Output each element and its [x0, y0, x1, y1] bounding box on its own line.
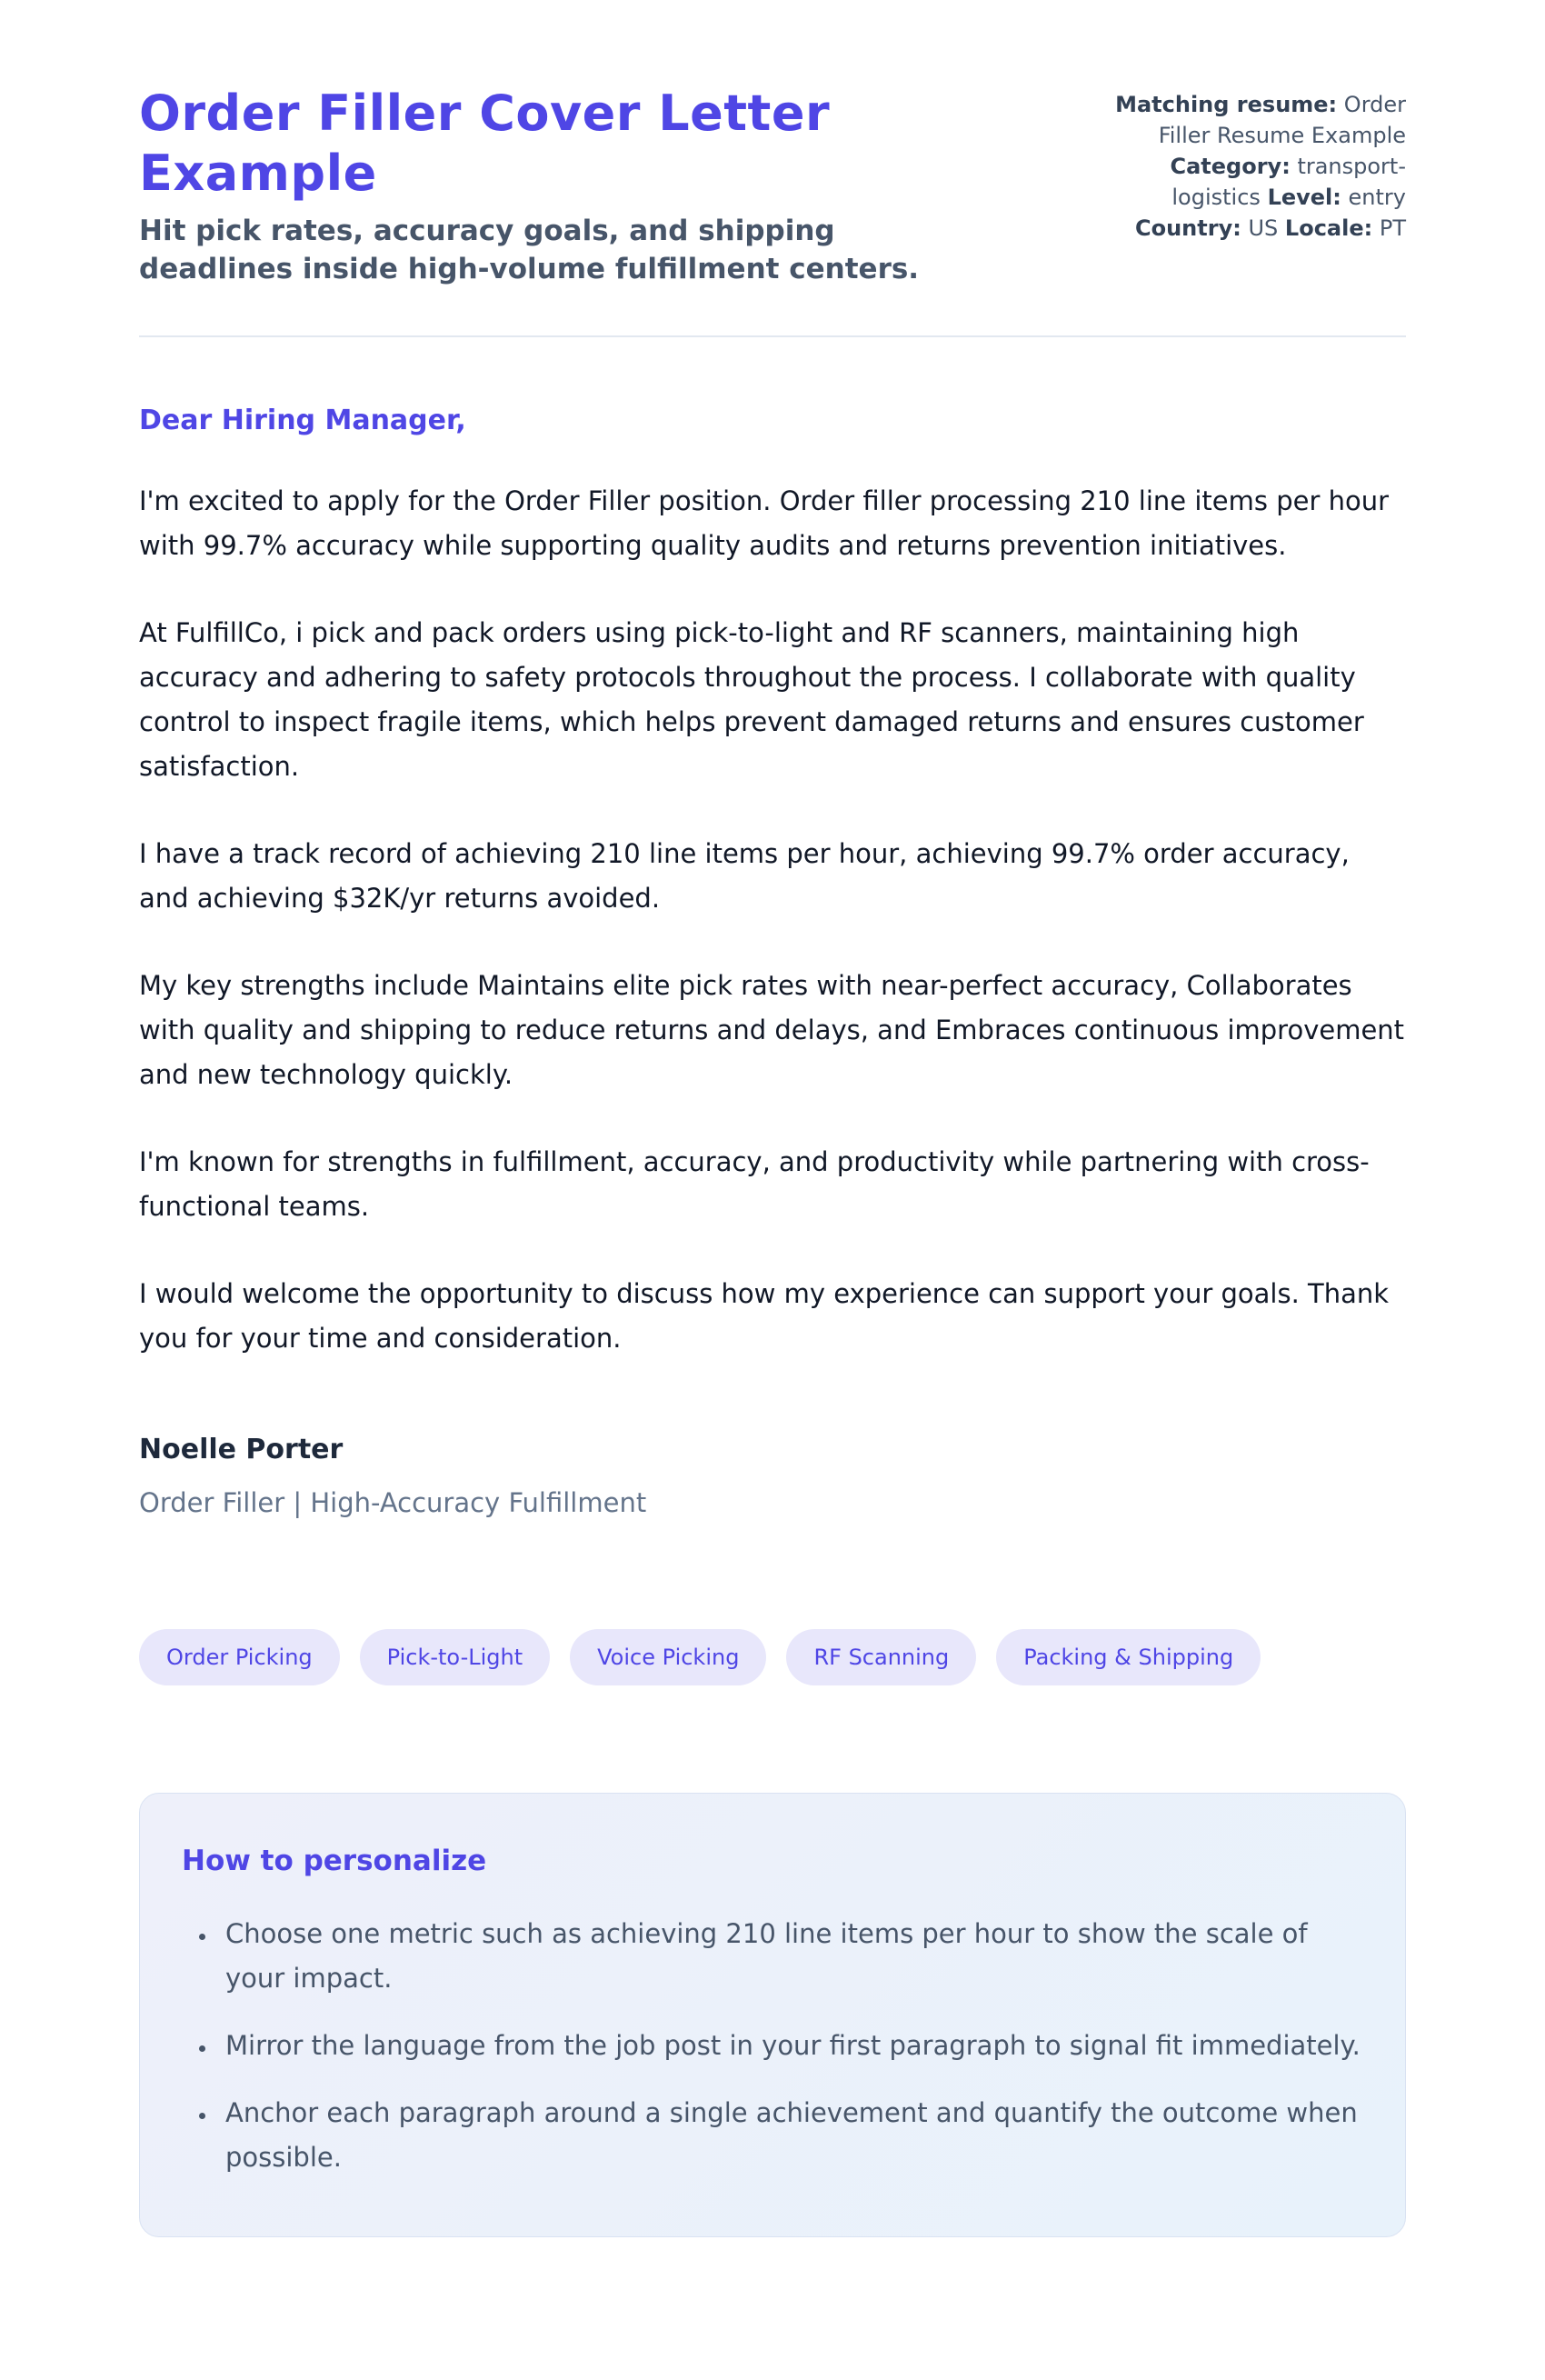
signature-name: Noelle Porter — [139, 1434, 344, 1466]
page-header — [139, 84, 1406, 288]
letter-paragraph: I would welcome the opportunity to discuss how my experience can support your goals. Thank you for your time and consideration. — [139, 1278, 1390, 1355]
meta-label-country: Country: — [1134, 215, 1241, 242]
how-to-personalize-callout — [139, 1793, 1406, 2237]
meta-label-level: Level: — [1267, 185, 1341, 211]
personalize-tip: • Mirror the language from the job post in your first paragraph to signal fit immediately. — [218, 2024, 1363, 2068]
personalize-tip: • Choose one metric such as achieving 210 line items per hour to show the scale of your impact. — [218, 1912, 1363, 2001]
skill-tag-voice-picking: Voice Picking — [570, 1629, 766, 1685]
page-title: Order Filler Cover Letter Example — [139, 85, 831, 202]
meta-value-level: entry — [1348, 185, 1406, 211]
header-title-block — [139, 84, 966, 288]
salutation: Dear Hiring Manager, — [139, 405, 466, 437]
letter-paragraph: My key strengths include Maintains elite pick rates with near-perfect accuracy, Collaborates with quality and shipping to reduce returns and delays, and Embraces continuous improvement and new technology quickly. — [139, 970, 1405, 1091]
skill-tags-row — [139, 1629, 1406, 1685]
letter-paragraph: At FulfillCo, i pick and pack orders using pick-to-light and RF scanners, maintaining high accuracy and adhering to safety protocols throughout the process. I collaborate with quality control to inspect fragile items, which helps prevent damaged returns and ensures customer satisfaction. — [139, 617, 1364, 783]
personalize-heading: How to personalize — [182, 1845, 487, 1878]
resume-meta-block — [1097, 84, 1406, 244]
letter-body — [139, 405, 1406, 1518]
letter-paragraph: I'm excited to apply for the Order Filler position. Order filler processing 210 line items per hour with 99.7% accuracy while supporting quality audits and returns prevention initiatives. — [139, 485, 1390, 562]
meta-label-matching-resume: Matching resume: — [1115, 92, 1338, 117]
meta-value-locale: PT — [1379, 215, 1406, 242]
header-divider — [139, 335, 1406, 337]
letter-paragraph: I have a track record of achieving 210 line items per hour, achieving 99.7% order accuracy, and achieving $32K/yr returns avoided. — [139, 838, 1350, 915]
skill-tag-rf-scanning: RF Scanning — [786, 1629, 976, 1685]
meta-label-locale: Locale: — [1284, 215, 1373, 242]
skill-tag-order-picking: Order Picking — [139, 1629, 340, 1685]
personalize-tips-list — [182, 1912, 1363, 2180]
personalize-tip: • Anchor each paragraph around a single achievement and quantify the outcome when possible. — [218, 2091, 1363, 2180]
skill-tag-packing-shipping: Packing & Shipping — [996, 1629, 1261, 1685]
signature-role: Order Filler | High-Accuracy Fulfillment — [139, 1487, 647, 1519]
meta-value-matching-resume: Order Filler Resume Example — [1158, 92, 1406, 149]
meta-value-country: US — [1248, 215, 1279, 242]
page-subtitle: Hit pick rates, accuracy goals, and shipping deadlines inside high-volume fulfillment centers. — [139, 214, 920, 285]
meta-value-category: transport-logistics — [1171, 154, 1406, 211]
skill-tag-pick-to-light: Pick-to-Light — [360, 1629, 550, 1685]
meta-label-category: Category: — [1170, 154, 1291, 180]
letter-paragraph: I'm known for strengths in fulfillment, accuracy, and productivity while partnering with cross-functional teams. — [139, 1146, 1370, 1223]
